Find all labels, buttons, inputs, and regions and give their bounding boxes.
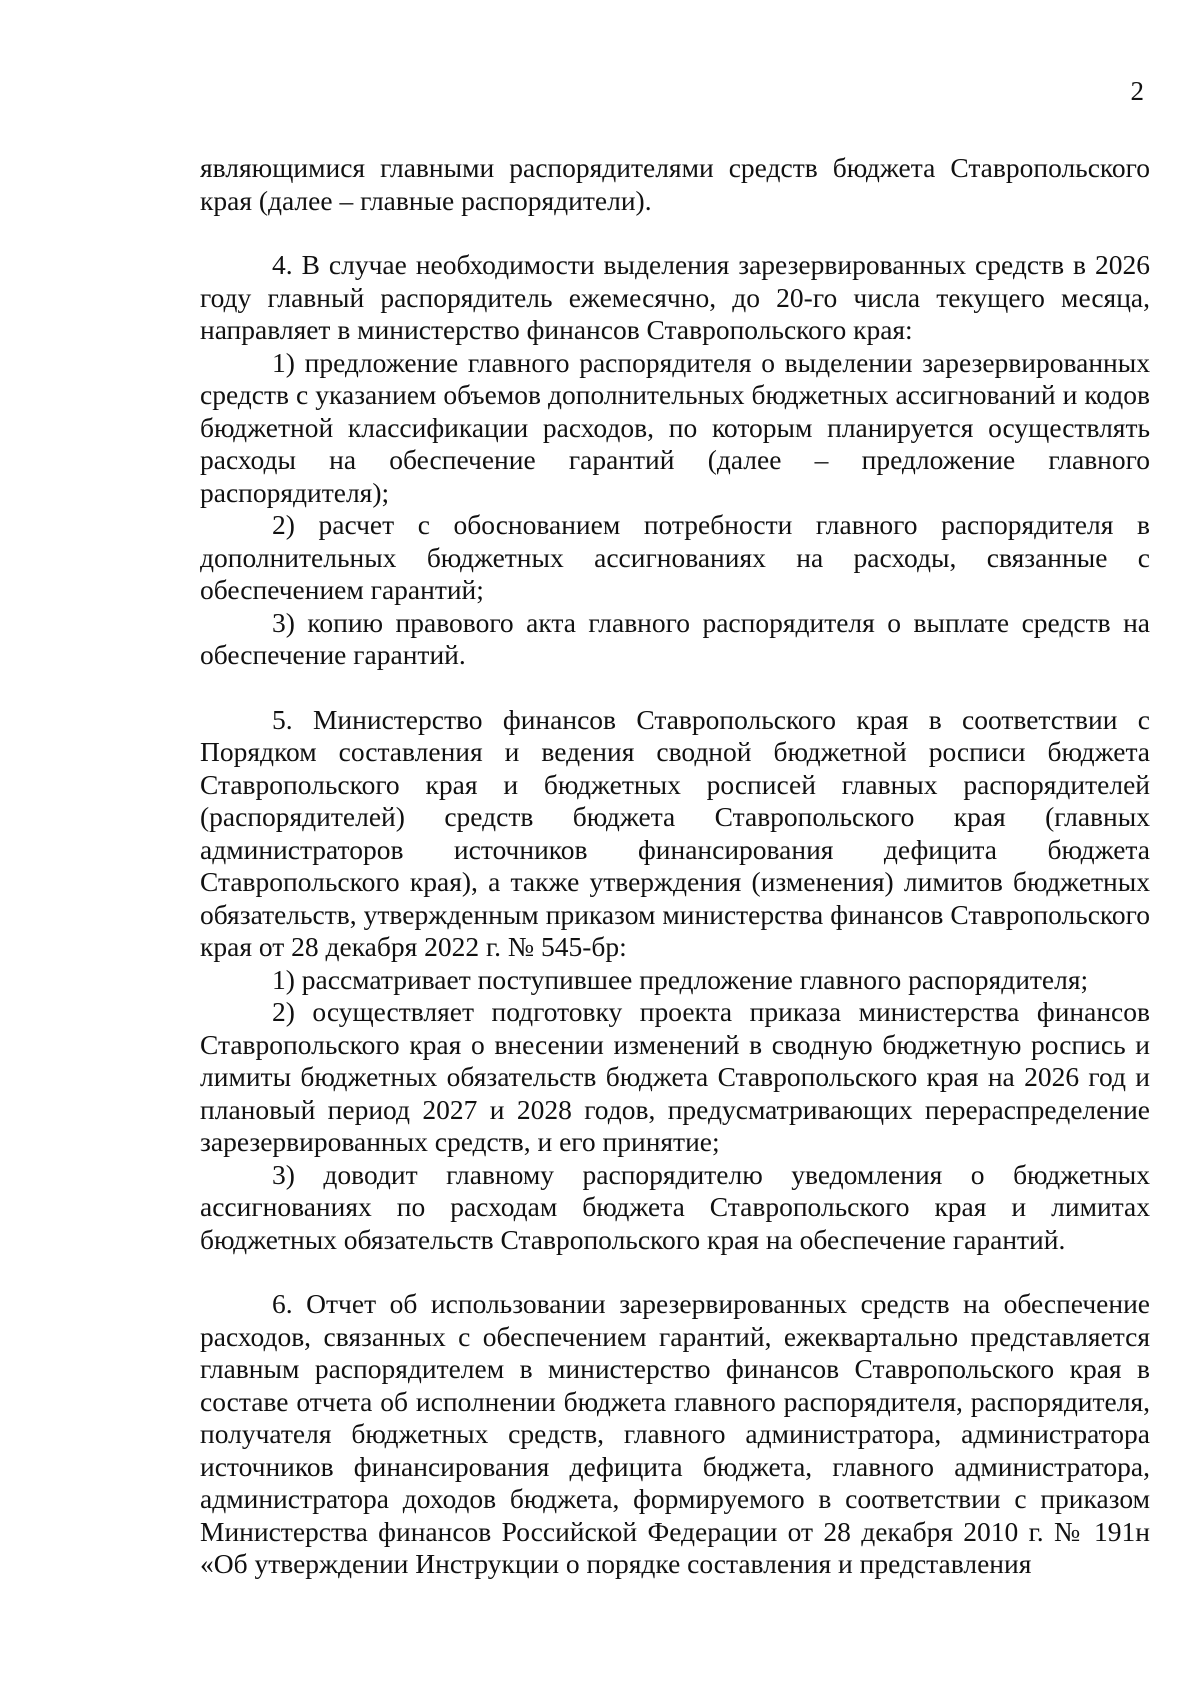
subitem-4-2: 2) расчет с обоснованием потребности главного распорядителя в дополнительных бюджетных ассигнованиях на расходы, связанные с обеспечением гарантий; — [200, 509, 1150, 605]
subitem-5-2: 2) осуществляет подготовку проекта приказа министерства финансов Ставропольского края о внесении изменений в сводную бюджетную роспись и лимиты бюджетных обязательств бюджета Ставропольского края на 2026 год и плановый период 2027 и 2028 годов, предусматривающих перераспределение зарезервированных средств, и его принятие; — [200, 996, 1150, 1157]
paragraph-continuation: являющимися главными распорядителями средств бюджета Ставропольского края (далее – главные распорядители). — [200, 152, 1150, 216]
subitem-4-1: 1) предложение главного распорядителя о выделении зарезервированных средств с указанием объемов дополнительных бюджетных ассигнований и кодов бюджетной классификации расходов, по которым планируется осуществлять расходы на обеспечение гарантий (далее – предложение главного распорядителя); — [200, 346, 1150, 508]
paragraph-item-5: 5. Министерство финансов Ставропольского края в соответствии с Порядком составления и ведения сводной бюджетной росписи бюджета Ставропольского края и бюджетных росписей главных распорядителей (распорядителей) средств бюджета Ставропольского края (главных администраторов источников финансирования дефицита бюджета Ставропольского края), а также утверждения (изменения) лимитов бюджетных обязательств, утвержденным приказом министерства финансов Ставропольского края от 28 декабря 2022 г. № 545-бр: — [200, 703, 1150, 962]
document-body — [200, 152, 1150, 1581]
paragraph-item-6: 6. Отчет об использовании зарезервированных средств на обеспечение расходов, связанных с обеспечением гарантий, ежеквартально представляется главным распорядителем в министерство финансов Ставропольского края в составе отчета об исполнении бюджета главного распорядителя, распорядителя, получателя бюджетных средств, главного администратора, администратора источников финансирования дефицита бюджета, главного администратора, администратора доходов бюджета, формируемого в соответствии с приказом Министерства финансов Российской Федерации от 28 декабря 2010 г. № 191н «Об утверждении Инструкции о порядке составления и представления — [200, 1288, 1150, 1579]
paragraph-item-4: 4. В случае необходимости выделения зарезервированных средств в 2026 году главный распорядитель ежемесячно, до 20-го числа текущего месяца, направляет в министерство финансов Ставропольского края: — [200, 249, 1150, 345]
page-number: 2 — [1130, 76, 1144, 106]
subitem-5-1: 1) рассматривает поступившее предложение главного распорядителя; — [272, 963, 1089, 995]
subitem-5-3: 3) доводит главному распорядителю уведомления о бюджетных ассигнованиях по расходам бюджета Ставропольского края и лимитах бюджетных обязательств Ставропольского края на обеспечение гарантий. — [200, 1158, 1150, 1255]
subitem-4-3: 3) копию правового акта главного распорядителя о выплате средств на обеспечение гарантий. — [200, 606, 1150, 670]
